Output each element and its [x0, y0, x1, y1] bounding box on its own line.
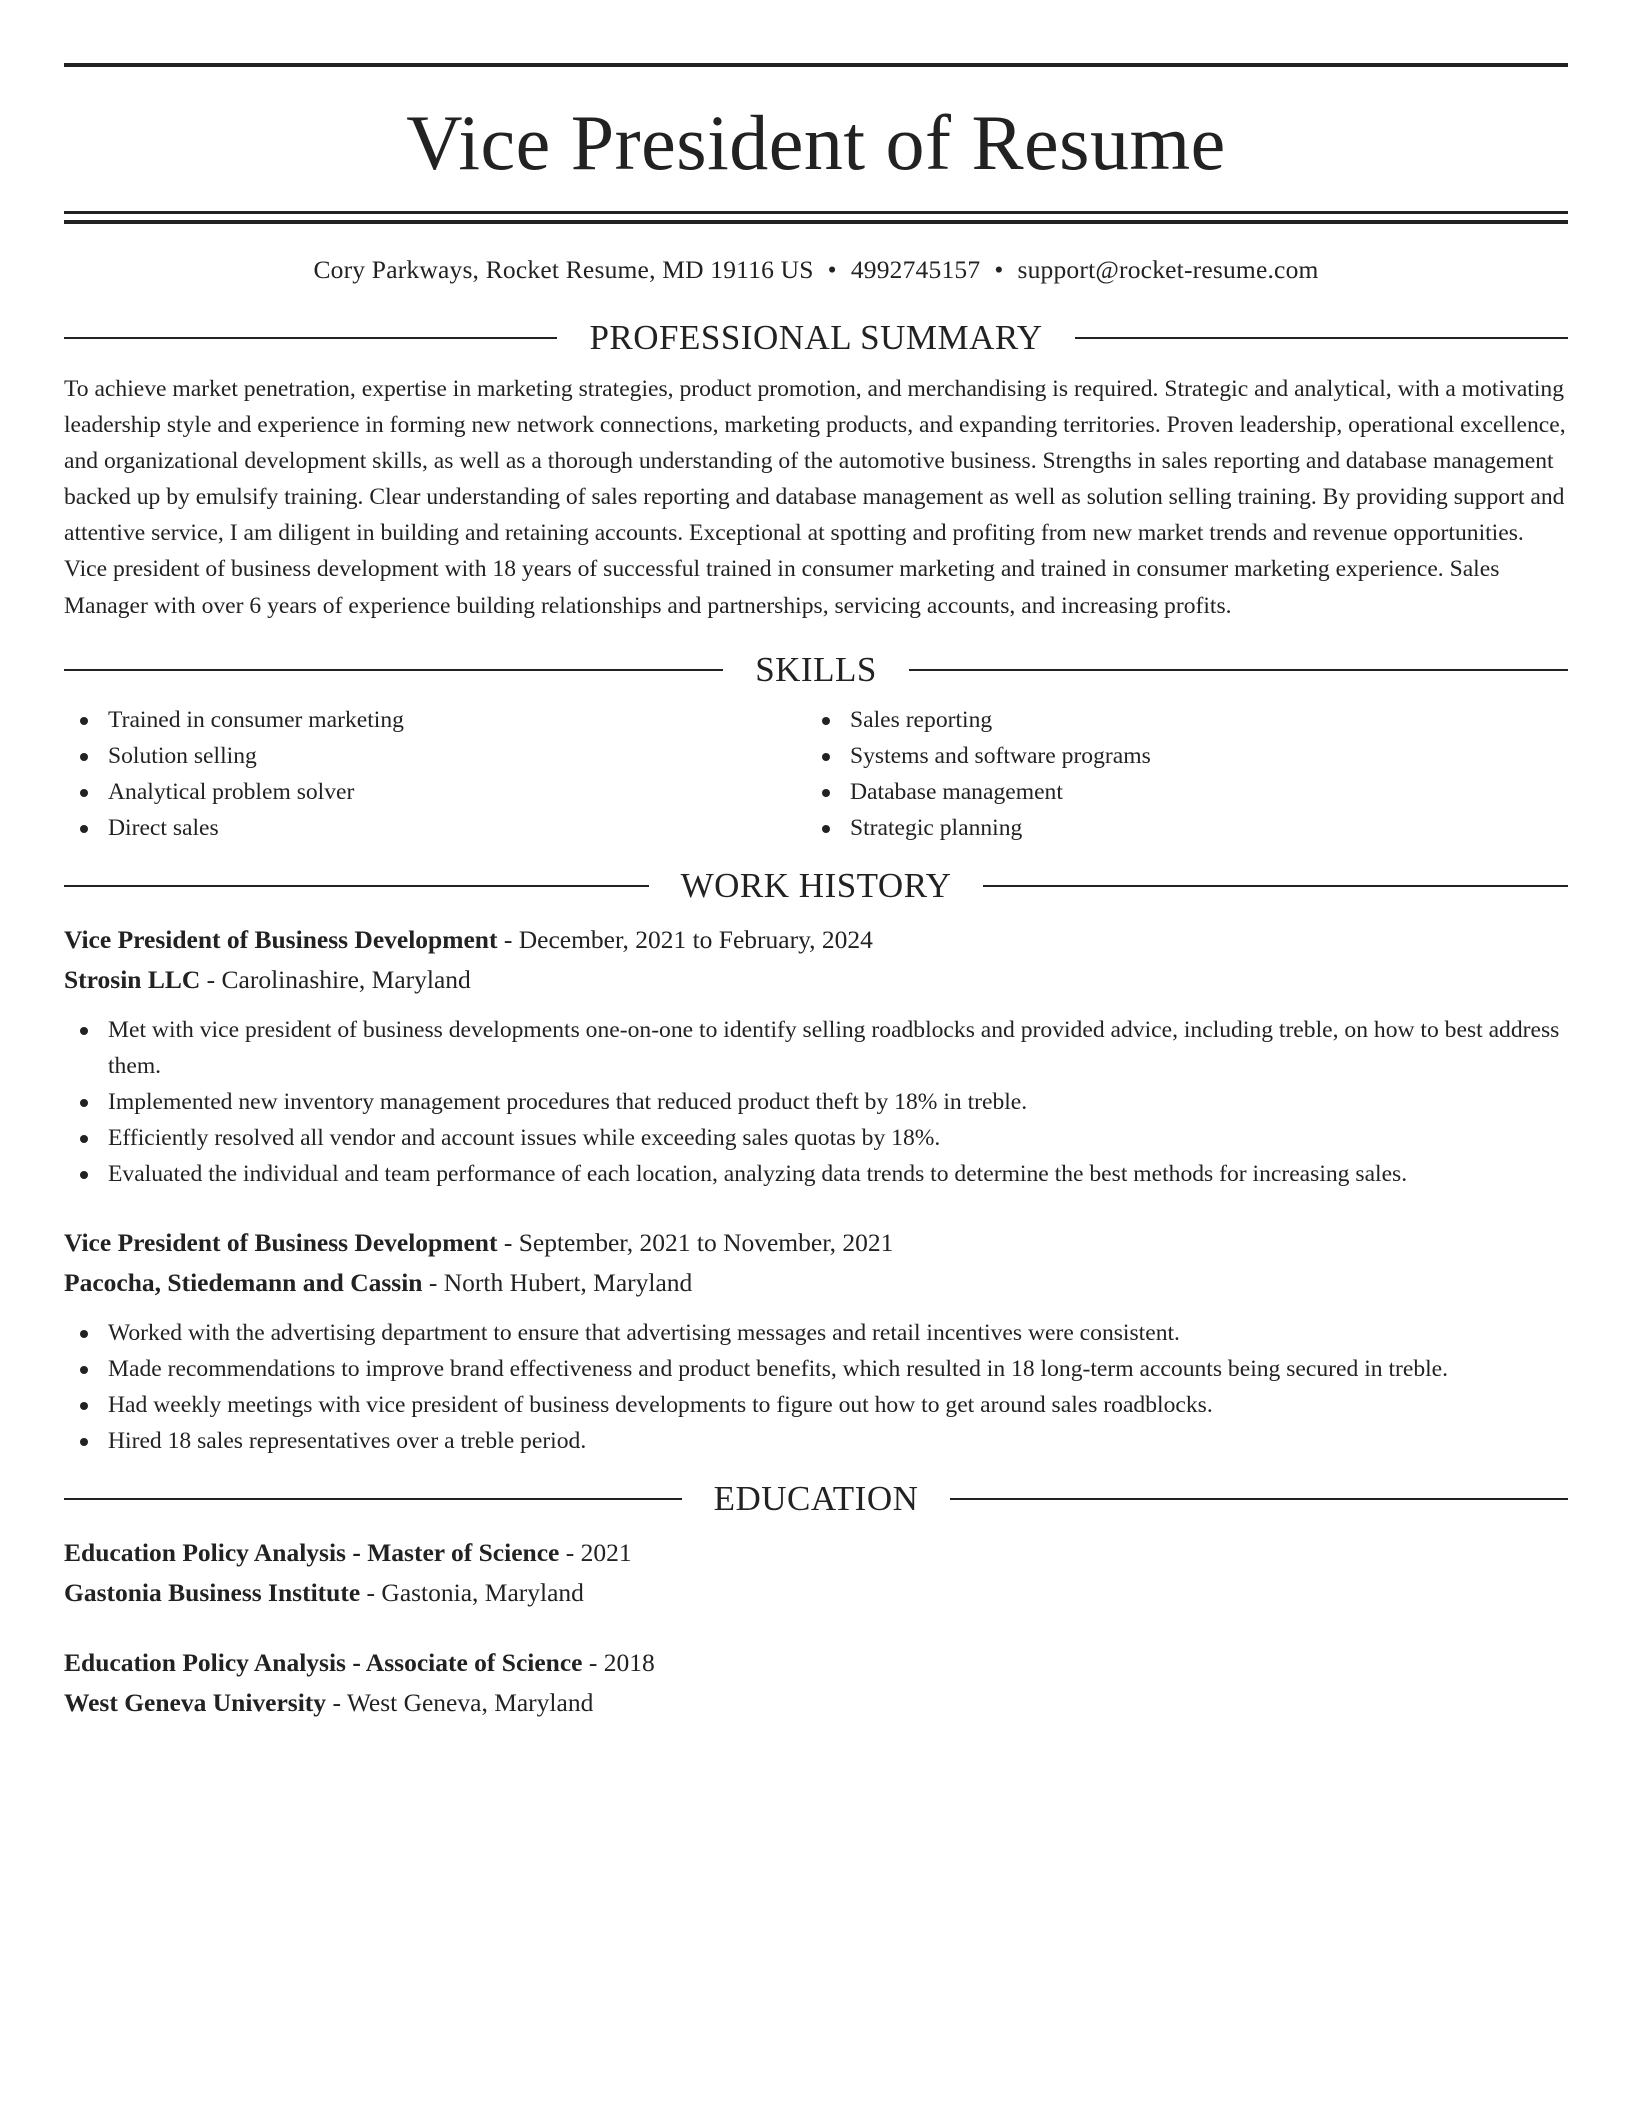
skills-heading: SKILLS	[755, 649, 877, 689]
skills-column-right	[806, 702, 1548, 846]
skill-item: Systems and software programs	[806, 738, 1548, 774]
contact-separator: •	[827, 255, 837, 284]
summary-heading: PROFESSIONAL SUMMARY	[589, 318, 1043, 357]
degree-year: - 2018	[582, 1647, 655, 1677]
summary-text: To achieve market penetration, expertise in marketing strategies, product promotion, and merchandising is required. Strategic and analytical, with a motivating leadership style and experience in forming new network connections, marketing products, and expanding territories. Proven leadership, operational excellence, and organizational development skills, as well as a thorough understanding of the automotive business. Strengths in sales reporting and database management backed up by emulsify training. Clear understanding of sales reporting and database management as well as solution selling training. By providing support and attentive service, I am diligent in building and retaining accounts. Exceptional at spotting and profiting from new market trends and revenue opportunities. Vice president of business development with 18 years of successful trained in consumer marketing and trained in consumer marketing experience. Sales Manager with over 6 years of experience building relationships and partnerships, servicing accounts, and increasing profits.	[64, 376, 1566, 619]
candidate-name: Vice President of Resume	[406, 99, 1226, 186]
divider-line	[909, 669, 1568, 671]
degree-line	[64, 1643, 1568, 1683]
job-dates: - September, 2021 to November, 2021	[497, 1227, 894, 1257]
degree-year: - 2021	[559, 1537, 632, 1567]
work-heading: WORK HISTORY	[680, 866, 952, 906]
skills-section-header	[64, 650, 1568, 690]
divider-line	[1075, 337, 1568, 339]
skill-item: Solution selling	[64, 738, 806, 774]
job-bullet: Worked with the advertising department to ensure that advertising messages and retail incentives were consistent.	[64, 1315, 1568, 1351]
job-company-line	[64, 960, 1568, 1000]
job-entry	[64, 1223, 1568, 1459]
job-bullets	[64, 1315, 1568, 1459]
school-name: Gastonia Business Institute	[64, 1577, 361, 1607]
job-bullet: Efficiently resolved all vendor and account issues while exceeding sales quotas by 18%.	[64, 1120, 1568, 1156]
skill-item: Analytical problem solver	[64, 774, 806, 810]
job-bullet: Had weekly meetings with vice president of business developments to figure out how to get around sales roadblocks.	[64, 1387, 1568, 1423]
education-section-header	[64, 1479, 1568, 1519]
work-section-header	[64, 866, 1568, 906]
divider-line	[983, 885, 1568, 887]
job-title-line	[64, 920, 1568, 960]
company-location: - North Hubert, Maryland	[422, 1267, 693, 1297]
name-double-rule	[64, 211, 1568, 224]
education-entry	[64, 1533, 1568, 1613]
divider-line	[64, 1498, 682, 1500]
school-location: - Gastonia, Maryland	[360, 1577, 584, 1607]
divider-line	[64, 669, 723, 671]
skills-column-left	[64, 702, 806, 846]
skill-item: Strategic planning	[806, 810, 1548, 846]
skill-item: Database management	[806, 774, 1548, 810]
job-bullet: Implemented new inventory management procedures that reduced product theft by 18% in treble.	[64, 1084, 1568, 1120]
job-bullet: Hired 18 sales representatives over a treble period.	[64, 1423, 1568, 1459]
company-location: - Carolinashire, Maryland	[200, 965, 471, 995]
divider-line	[950, 1498, 1568, 1500]
job-title: Vice President of Business Development	[64, 925, 498, 955]
school-location: - West Geneva, Maryland	[326, 1687, 594, 1717]
address-text: Cory Parkways, Rocket Resume, MD 19116 US	[313, 255, 814, 284]
divider-line	[64, 337, 557, 339]
divider-line	[64, 885, 649, 887]
skill-item: Trained in consumer marketing	[64, 702, 806, 738]
job-dates: - December, 2021 to February, 2024	[497, 925, 873, 955]
school-name: West Geneva University	[64, 1687, 327, 1717]
contact-separator: •	[994, 255, 1004, 284]
education-heading: EDUCATION	[713, 1478, 919, 1518]
company-name: Strosin LLC	[64, 965, 201, 995]
top-rule	[64, 63, 1568, 67]
resume-page	[64, 63, 1568, 1723]
job-title: Vice President of Business Development	[64, 1227, 498, 1257]
skills-list	[64, 702, 1568, 846]
school-line	[64, 1573, 1568, 1613]
school-line	[64, 1683, 1568, 1723]
job-bullet: Met with vice president of business developments one-on-one to identify selling roadblocks and provided advice, including treble, on how to best address them.	[64, 1012, 1568, 1084]
job-bullet: Made recommendations to improve brand effectiveness and product benefits, which resulted in 18 long-term accounts being secured in treble.	[64, 1351, 1568, 1387]
phone-text: 4992745157	[850, 255, 981, 284]
skill-item: Direct sales	[64, 810, 806, 846]
degree-name: Education Policy Analysis - Master of Science	[64, 1537, 560, 1567]
job-title-line	[64, 1223, 1568, 1263]
job-company-line	[64, 1263, 1568, 1303]
degree-name: Education Policy Analysis - Associate of Science	[64, 1647, 583, 1677]
email-text: support@rocket-resume.com	[1017, 255, 1319, 284]
job-entry	[64, 920, 1568, 1192]
skill-item: Sales reporting	[806, 702, 1548, 738]
summary-section-header	[64, 318, 1568, 358]
contact-line	[64, 255, 1568, 285]
job-bullet: Evaluated the individual and team performance of each location, analyzing data trends to determine the best methods for increasing sales.	[64, 1156, 1568, 1192]
company-name: Pacocha, Stiedemann and Cassin	[64, 1267, 423, 1297]
education-entry	[64, 1643, 1568, 1723]
job-bullets	[64, 1012, 1568, 1192]
degree-line	[64, 1533, 1568, 1573]
